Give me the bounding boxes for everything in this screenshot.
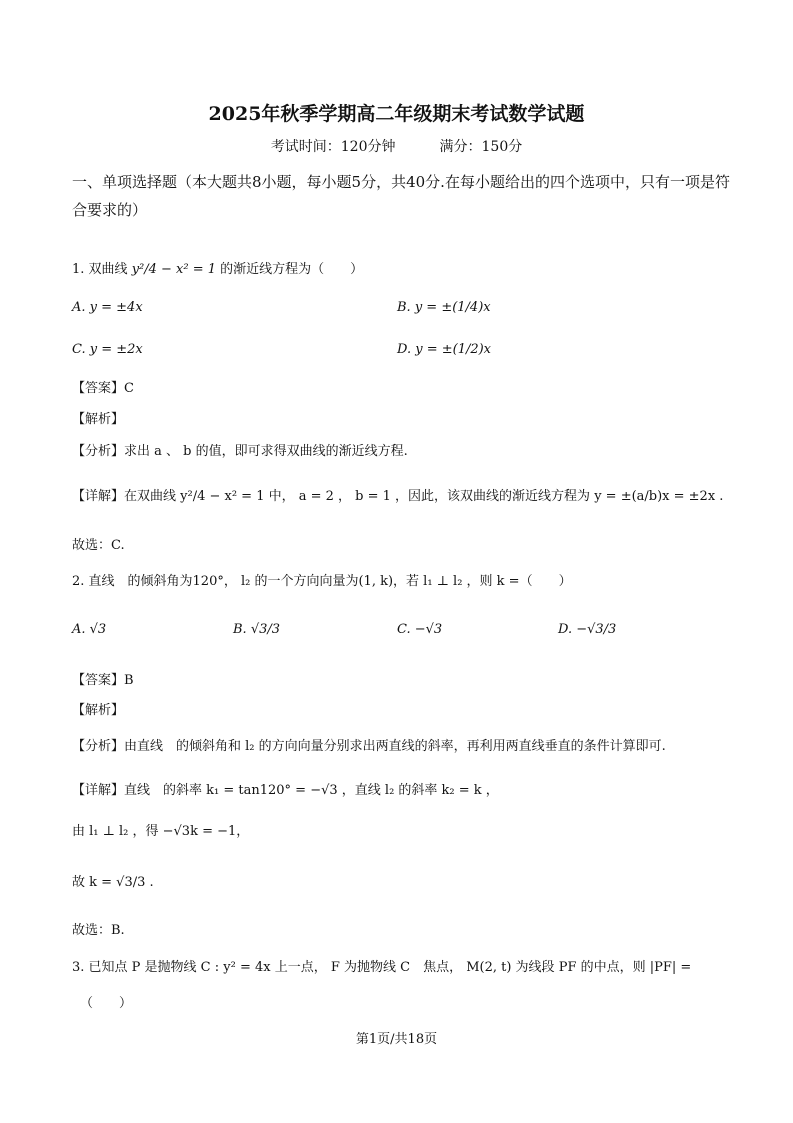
q1-number: 1. 双曲线 bbox=[72, 262, 128, 277]
q1-answer: 【答案】C bbox=[72, 381, 134, 396]
q2-stem: 2. 直线 的倾斜角为120°， l₂ 的一个方向向量为(1, k)，若 l₁ ⊥ l₂ ，则 k =（ ） bbox=[72, 574, 572, 589]
q3-stem: 3. 已知点 P 是抛物线 C : y² = 4x 上一点， F 为抛物线 C 焦点， M(2, t) 为线段 PF 的中点，则 |PF| = bbox=[72, 960, 692, 975]
page-footer: 第1页/共18页 bbox=[355, 1032, 438, 1047]
exam-time: 考试时间：120分钟 bbox=[270, 139, 396, 155]
q2-option-d: D. −√3/3 bbox=[558, 622, 617, 637]
q2-option-b: B. √3/3 bbox=[233, 622, 281, 637]
q3-blank: （ ） bbox=[80, 996, 133, 1011]
q1-option-a: A. y = ±4x bbox=[72, 300, 143, 315]
q2-step2: 故 k = √3/3 . bbox=[72, 875, 154, 890]
q2-step1: 由 l₁ ⊥ l₂ ，得 −√3k = −1， bbox=[72, 824, 250, 839]
q2-option-a: A. √3 bbox=[72, 622, 107, 637]
q1-stem bbox=[72, 258, 363, 277]
q1-option-d: D. y = ±(1/2)x bbox=[397, 342, 492, 357]
q1-choice: 故选：C. bbox=[72, 538, 125, 553]
q2-fenxi: 【分析】由直线 的倾斜角和 l₂ 的方向向量分别求出两直线的斜率，再利用两直线垂直的条件计算即可. bbox=[72, 739, 666, 754]
q1-stem-tail: 的渐近线方程为（ ） bbox=[220, 262, 364, 277]
section-heading: 一、单项选择题（本大题共8小题，每小题5分，共40分.在每小题给出的四个选项中，只有一项是符合要求的） bbox=[72, 173, 730, 219]
q2-analysis-label: 【解析】 bbox=[72, 703, 125, 718]
q1-option-c: C. y = ±2x bbox=[72, 342, 143, 357]
full-score: 满分：150分 bbox=[439, 139, 523, 155]
q2-option-c: C. −√3 bbox=[397, 622, 443, 637]
q1-option-b: B. y = ±(1/4)x bbox=[397, 300, 491, 315]
q2-answer: 【答案】B bbox=[72, 673, 134, 688]
q1-analysis-label: 【解析】 bbox=[72, 412, 125, 427]
q2-xiangjie: 【详解】直线 的斜率 k₁ = tan120° = −√3 ，直线 l₂ 的斜率 k₂ = k ， bbox=[72, 783, 499, 798]
q1-fenxi: 【分析】求出 a 、 b 的值，即可求得双曲线的渐近线方程. bbox=[72, 444, 408, 459]
exam-info bbox=[0, 136, 793, 156]
q2-choice: 故选：B. bbox=[72, 923, 125, 938]
page-title: 2025年秋季学期高二年级期末考试数学试题 bbox=[208, 103, 585, 125]
q1-xiangjie: 【详解】在双曲线 y²/4 − x² = 1 中， a = 2 ， b = 1 ，因此，该双曲线的渐近线方程为 y = ±(a/b)x = ±2x . bbox=[72, 489, 724, 504]
q1-equation: y²/4 − x² = 1 bbox=[131, 262, 217, 277]
